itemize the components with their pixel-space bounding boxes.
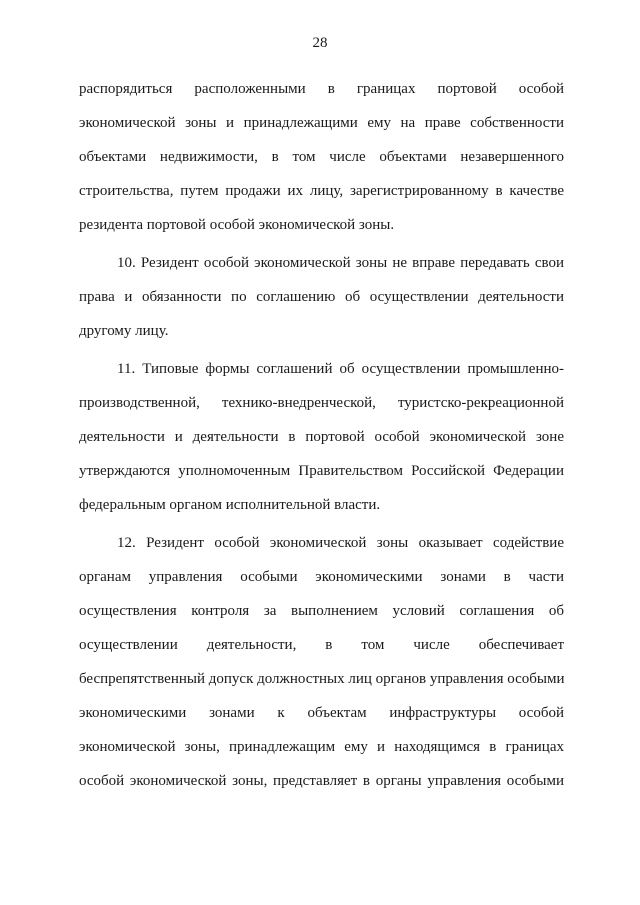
paragraph-continuation <box>79 72 564 242</box>
document-body <box>79 72 564 798</box>
paragraph-10 <box>79 246 564 348</box>
text-line: 11. Типовые формы соглашений об осуществлении промышленно- <box>117 361 564 377</box>
text-line: производственной, технико-внедренческой, туристско-рекреационной <box>79 395 564 411</box>
text-line: особой экономической зоны, представляет в органы управления особыми <box>79 773 564 789</box>
paragraph-11 <box>79 352 564 522</box>
text-line: распорядиться расположенными в границах портовой особой <box>79 81 564 97</box>
text-line: органам управления особыми экономическими зонами в части <box>79 569 564 585</box>
text-line: деятельности и деятельности в портовой особой экономической зоне <box>79 429 564 445</box>
text-line: федеральным органом исполнительной власти. <box>79 497 381 513</box>
text-line: 12. Резидент особой экономической зоны оказывает содействие <box>117 535 564 551</box>
text-line: права и обязанности по соглашению об осуществлении деятельности <box>79 289 564 305</box>
text-line: осуществлении деятельности, в том числе обеспечивает <box>79 637 564 653</box>
text-line: осуществления контроля за выполнением условий соглашения об <box>79 603 564 619</box>
text-line: экономической зоны и принадлежащими ему на праве собственности <box>79 115 564 131</box>
text-line: резидента портовой особой экономической зоны. <box>79 217 395 233</box>
text-line: 10. Резидент особой экономической зоны не вправе передавать свои <box>117 255 564 271</box>
paragraph-12 <box>79 526 564 798</box>
text-line: другому лицу. <box>79 323 169 339</box>
text-line: экономическими зонами к объектам инфраструктуры особой <box>79 705 564 721</box>
text-line: экономической зоны, принадлежащим ему и находящимся в границах <box>79 739 564 755</box>
page-number: 28 <box>312 35 328 51</box>
text-line: беспрепятственный допуск должностных лиц органов управления особыми <box>79 671 564 687</box>
text-line: строительства, путем продажи их лицу, зарегистрированному в качестве <box>79 183 564 199</box>
text-line: утверждаются уполномоченным Правительством Российской Федерации <box>79 463 564 479</box>
text-line: объектами недвижимости, в том числе объектами незавершенного <box>79 149 564 165</box>
